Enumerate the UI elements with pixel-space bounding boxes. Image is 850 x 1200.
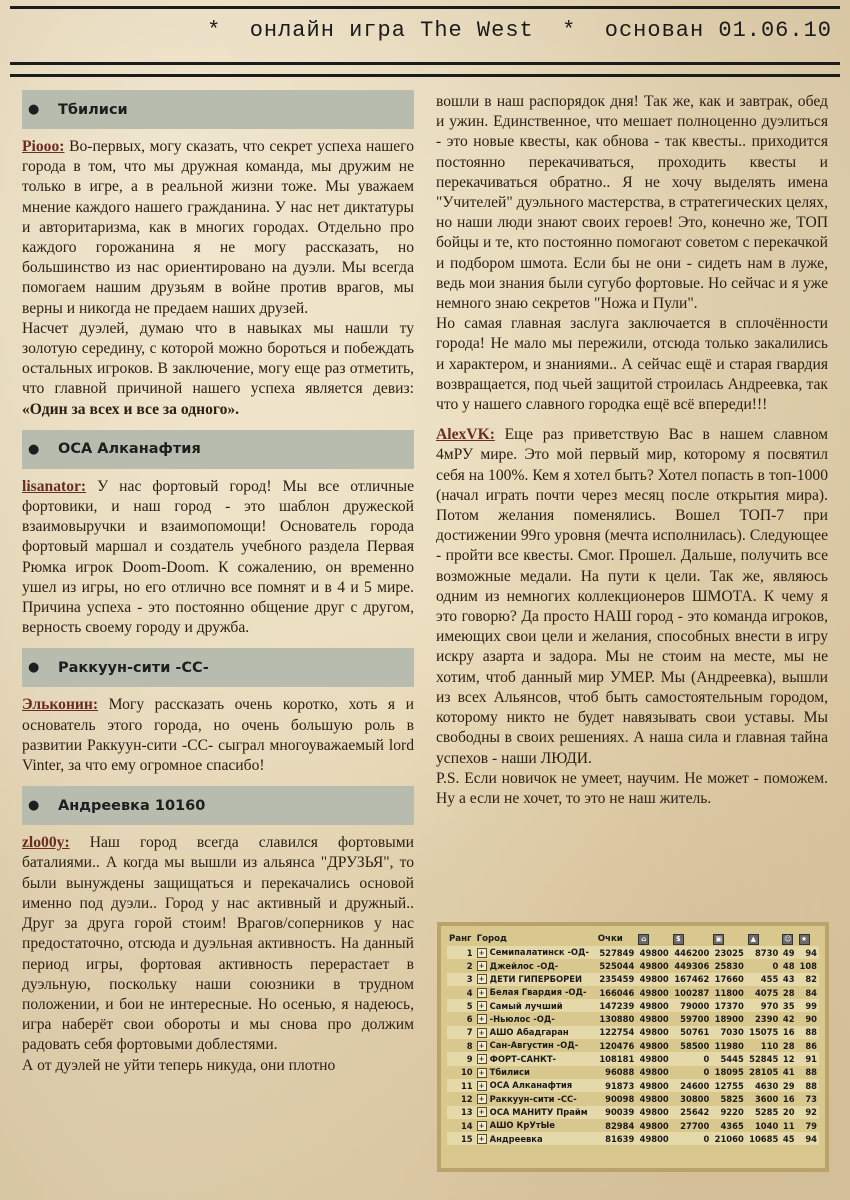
column-header-icon (780, 932, 796, 946)
table-cell: 0 (671, 1132, 712, 1145)
table-cell: 42 (782, 1014, 795, 1025)
members-icon: ☺ (784, 934, 792, 943)
table-cell: 147239 (596, 999, 637, 1012)
table-cell: 2 (466, 960, 473, 971)
table-cell (475, 946, 596, 959)
table-cell: 970 (746, 999, 780, 1012)
section-header (22, 430, 414, 469)
table-cell: 91873 (596, 1079, 637, 1092)
table-cell: 50761 (671, 1026, 712, 1039)
table-row (447, 1039, 819, 1052)
table-row (447, 973, 819, 986)
column-header-icon (797, 932, 819, 946)
paragraph-text: Могу рассказать очень коротко, хоть я и основатель этого города, но очень большую роль в развитии Раккуун-сити -СС- сыграл многоуважаемый lord Vinter, за что ему огромное спасибо! (22, 696, 414, 775)
column-header: Очки (597, 934, 623, 944)
table-cell: 49800 (636, 999, 670, 1012)
table-cell: 17370 (711, 999, 745, 1012)
section-title: Тбилиси (58, 101, 128, 118)
table-cell: 90039 (596, 1106, 637, 1119)
table-row (447, 1119, 819, 1132)
town-name[interactable]: ДЕТИ ГИПЕРБОРЕИ (489, 973, 583, 984)
table-cell (475, 1119, 596, 1132)
table-cell: 108181 (596, 1052, 637, 1065)
table-cell (475, 1052, 596, 1065)
expand-icon[interactable]: + (477, 1081, 487, 1091)
header-rule-mid (10, 62, 840, 65)
table-cell: 166046 (599, 987, 635, 998)
author-nick: zlo00y: (22, 834, 70, 852)
table-cell: 7030 (711, 1026, 745, 1039)
section-title: Андреевка 10160 (58, 797, 206, 814)
table-cell (475, 1012, 596, 1025)
author-nick: AlexVK: (436, 426, 495, 444)
town-name[interactable]: Джейлос -ОД- (489, 960, 559, 971)
paragraph-text: А от дуэлей не уйти теперь никуда, они плотно (22, 1056, 336, 1074)
expand-icon[interactable]: + (477, 948, 487, 958)
town-name[interactable]: АШО КрУтЫе (489, 1120, 555, 1131)
table-row (447, 1052, 819, 1065)
table-cell: 49800 (636, 973, 670, 986)
masthead: * онлайн игра The West * основан 01.06.10 (207, 18, 832, 43)
section-gap (22, 776, 414, 786)
table-cell: 94 (797, 1132, 819, 1145)
paragraph-text: P.S. Если новичок не умеет, научим. Не может - поможем. Ну а если не хочет, то это не наш житель. (436, 769, 828, 807)
table-cell: 12 (780, 1052, 796, 1065)
table-cell: 15075 (746, 1026, 780, 1039)
author-nick: Эльконин: (22, 696, 99, 714)
table-cell: 10685 (746, 1132, 780, 1145)
table-cell: 449306 (674, 960, 710, 971)
table-row (447, 986, 819, 999)
section-header (22, 648, 414, 687)
table-cell: 28 (782, 987, 795, 998)
column-header-icon (711, 932, 745, 946)
expand-icon[interactable]: + (477, 988, 487, 998)
table-cell: 59700 (680, 1014, 710, 1025)
column-header: Ранг (449, 934, 472, 944)
article-paragraph (22, 319, 414, 420)
author-nick: lisanator: (22, 477, 87, 495)
table-cell: 20 (780, 1106, 796, 1119)
table-cell: 15 (447, 1132, 475, 1145)
section-gap (436, 415, 828, 425)
table-cell: 49800 (639, 1093, 669, 1104)
table-cell: 8730 (746, 946, 780, 959)
table-cell: 12755 (711, 1079, 745, 1092)
table-row (447, 1026, 819, 1039)
ranking-table-body (447, 946, 819, 1145)
table-cell: 7 (447, 1026, 475, 1039)
expand-icon[interactable]: + (477, 1014, 487, 1024)
table-cell: 81639 (596, 1132, 637, 1145)
town-name[interactable]: Андреевка (489, 1133, 543, 1144)
table-cell: 5285 (746, 1106, 780, 1119)
table-cell: 0 (703, 1067, 710, 1078)
expand-icon[interactable]: + (477, 1041, 487, 1051)
table-cell: 235459 (596, 973, 637, 986)
expand-icon[interactable]: + (477, 1068, 487, 1078)
table-cell: 3600 (754, 1093, 779, 1104)
table-cell: 0 (772, 960, 779, 971)
table-cell: 79 (805, 1120, 817, 1131)
table-cell: 0 (671, 1052, 712, 1065)
table-cell: 16 (782, 1093, 795, 1104)
expand-icon[interactable]: + (477, 1121, 487, 1131)
article-paragraph (436, 92, 828, 314)
expand-icon[interactable]: + (477, 1001, 487, 1011)
ranking-table-frame (437, 922, 829, 1172)
table-cell: 49 (780, 946, 796, 959)
table-cell (475, 999, 596, 1012)
table-cell: 79000 (671, 999, 712, 1012)
table-cell: 49800 (639, 1120, 669, 1131)
table-cell: 48 (782, 960, 795, 971)
table-row (447, 946, 819, 959)
table-cell: 86 (805, 1040, 817, 1051)
table-cell: 11 (447, 1079, 475, 1092)
table-cell: 58500 (680, 1040, 710, 1051)
table-cell: 94 (797, 946, 819, 959)
bullet-icon: ● (28, 102, 40, 117)
table-cell: 2390 (754, 1014, 779, 1025)
table-cell: 167462 (671, 973, 712, 986)
paragraph-text: вошли в наш распорядок дня! Так же, как и завтрак, обед и ужин. Единственное, что мешает полноценно дуэлиться - это новые квесты, как обнова - так квесты.. приходится постоянно перекачиваться, проходить квесты и перекачиваться обратно.. Я не хочу выделять имена "Учителей" дуэльного мастерства, в стратегических целях, но наши люди знают своих героев! Это, конечно же, ТОП бойцы и те, кто постоянно помогают советом с перекачкой и подбором шмота. Если бы не они - сидеть нам в луже, ведь мои знания были сугубо фортовые. Но сейчас и я уже немного знаю секретов "Ножа и Пули". (436, 93, 828, 313)
table-cell: 18900 (714, 1014, 744, 1025)
table-cell: 14 (460, 1120, 473, 1131)
table-cell: 90098 (605, 1093, 635, 1104)
section-gap (22, 420, 414, 430)
table-cell: 52845 (746, 1052, 780, 1065)
table-cell: 11 (782, 1120, 795, 1131)
table-cell: 35 (780, 999, 796, 1012)
table-cell (475, 959, 596, 972)
article-paragraph (436, 769, 828, 809)
paragraph-text: Наш город всегда славился фортовыми баталиями.. А когда мы вышли из альянса "ДРУЗЬЯ", то были вынуждены защищаться и перекачались основой именно под дуэли.. Город у нас активный и дружный.. Друг за друга горой стоим! Врагов/соперников у нас предостаточно, отсюда и дуэльная активность. На данный период игры, фортовая активность перерастает в дуэльную, поскольку наши союзники в трудном положении, и бои не интересные. Но осенью, я надеюсь, игра наберёт свои обороты и мы снова про должим радовать себя фортовыми доблестями. (22, 834, 414, 1054)
table-cell: 11980 (714, 1040, 744, 1051)
table-cell: 3 (447, 973, 475, 986)
article-paragraph (436, 425, 828, 768)
table-cell: 4 (466, 987, 473, 998)
town-icon: ▣ (713, 934, 724, 945)
section-header (22, 786, 414, 825)
table-cell: 25830 (714, 960, 744, 971)
table-cell: 49800 (636, 1052, 670, 1065)
expand-icon[interactable]: + (477, 1094, 487, 1104)
table-cell: 122754 (596, 1026, 637, 1039)
table-row (447, 999, 819, 1012)
table-cell (475, 973, 596, 986)
money-icon: $ (673, 934, 684, 945)
table-cell: 5 (447, 999, 475, 1012)
town-name[interactable]: Тбилиси (489, 1067, 530, 1078)
table-row (447, 1092, 819, 1105)
table-cell: 527849 (596, 946, 637, 959)
table-cell: 525044 (599, 960, 635, 971)
town-name[interactable]: ОСА Алканафтия (489, 1080, 573, 1091)
table-cell: 82984 (605, 1120, 635, 1131)
table-row (447, 1066, 819, 1079)
table-cell: 88 (797, 1026, 819, 1039)
table-cell: 92 (797, 1106, 819, 1119)
table-cell: 49800 (636, 1079, 670, 1092)
table-cell: 120476 (599, 1040, 635, 1051)
building-icon: ⌂ (638, 934, 649, 945)
article-paragraph (22, 1056, 414, 1076)
town-name[interactable]: -Ньюлос -ОД- (489, 1013, 555, 1024)
table-cell: 29 (780, 1079, 796, 1092)
table-cell: 9 (447, 1052, 475, 1065)
table-cell: 108 (799, 960, 817, 971)
table-cell: 16 (780, 1026, 796, 1039)
town-name[interactable]: Раккуун-сити -СС- (489, 1093, 577, 1104)
author-nick: Piooo: (22, 138, 65, 155)
level-icon: ★ (799, 934, 810, 945)
table-cell: 28 (782, 1040, 795, 1051)
town-name[interactable]: Сан-Августин -ОД- (489, 1040, 579, 1051)
section-title: ОСА Алканафтия (58, 441, 201, 458)
table-cell: 88 (797, 1079, 819, 1092)
table-cell (475, 1092, 596, 1105)
bullet-icon: ● (28, 798, 40, 814)
table-cell: 49800 (639, 987, 669, 998)
table-row (447, 1012, 819, 1025)
left-column (22, 90, 414, 1076)
table-cell: 49800 (639, 1067, 669, 1078)
header-rule-top (10, 6, 840, 9)
table-cell: 18095 (714, 1067, 744, 1078)
town-name[interactable]: Семипалатинск -ОД- (489, 947, 589, 958)
table-cell: 84 (805, 987, 817, 998)
ranking-table-panel (441, 926, 825, 1168)
table-cell: 4075 (754, 987, 779, 998)
table-cell: 4365 (720, 1120, 744, 1131)
table-cell: 446200 (671, 946, 712, 959)
table-cell: 99 (797, 999, 819, 1012)
article-paragraph (22, 833, 414, 1055)
table-cell: 11800 (714, 987, 744, 998)
town-name[interactable]: ОСА МАНИТУ Прайм (489, 1106, 588, 1117)
table-cell: 43 (780, 973, 796, 986)
section-header (22, 90, 414, 129)
table-cell: 455 (746, 973, 780, 986)
table-cell: 12 (460, 1093, 473, 1104)
table-cell: 10 (460, 1067, 473, 1078)
header-rule-bottom (10, 74, 840, 77)
table-cell (475, 1026, 596, 1039)
table-cell: 49800 (636, 946, 670, 959)
table-cell: 1 (447, 946, 475, 959)
table-cell: 49800 (636, 1132, 670, 1145)
column-header: Город (476, 934, 507, 944)
column-header-icon (671, 932, 712, 946)
expand-icon[interactable]: + (477, 1028, 487, 1038)
table-cell: 9220 (711, 1106, 745, 1119)
table-row (447, 1079, 819, 1092)
town-name[interactable]: ФОРТ-САНКТ- (489, 1053, 557, 1064)
table-cell: 88 (805, 1067, 817, 1078)
table-cell: 5825 (720, 1093, 744, 1104)
table-cell (475, 1039, 596, 1052)
table-cell: 73 (805, 1093, 817, 1104)
section-gap (22, 638, 414, 648)
article-paragraph (436, 314, 828, 415)
table-cell: 28105 (749, 1067, 779, 1078)
table-cell: 5445 (711, 1052, 745, 1065)
right-column (436, 92, 828, 809)
table-cell (475, 1066, 596, 1079)
table-cell: 91 (797, 1052, 819, 1065)
table-cell: 49800 (636, 1026, 670, 1039)
paragraph-text: У нас фортовый город! Мы все отличные фортовики, и наш город - это шаблон дружеской взаимовыручки и взаимопомощи! Основатель города фортовый маршал и создатель учебного раздела Первая Рюмка игрок Doom-Doom. К сожалению, он временно ушел из игры, но его отлично все помнят и в 4 и 5 мире. Причина успеха - это постоянно общение друг с другом, верность своему городу и дружба. (22, 477, 414, 637)
table-cell: 90 (805, 1014, 817, 1025)
table-cell: 24600 (671, 1079, 712, 1092)
table-cell: 30800 (680, 1093, 710, 1104)
table-cell (475, 986, 596, 999)
table-row (447, 959, 819, 972)
paragraph-text: Во-первых, могу сказать, что секрет успеха нашего города в том, что мы дружная команда, мы дружим не только в игре, а в реальной жизни тоже. Мы уважаем мнение каждого нашего гражданина. У нас нет диктатуры и авторитаризма, как в многих городах. Отдельно про каждого горожанина я не могу рассказать, но большинство из нас ориентировано на дуэли. Мы всегда помогаем нашим друзьям в войне против врагов, мы верны и никогда не предаем наших друзей. (22, 138, 414, 317)
table-cell: 49800 (636, 1106, 670, 1119)
table-cell: 82 (797, 973, 819, 986)
expand-icon[interactable]: + (477, 1054, 487, 1064)
section-title: Раккуун-сити -СС- (58, 659, 209, 676)
table-cell: 1040 (754, 1120, 779, 1131)
table-cell: 49800 (639, 1040, 669, 1051)
expand-icon[interactable]: + (477, 961, 487, 971)
table-row (447, 1132, 819, 1145)
table-cell: 96088 (605, 1067, 635, 1078)
table-cell: 8 (466, 1040, 473, 1051)
table-cell: 25642 (671, 1106, 712, 1119)
table-cell: 100287 (674, 987, 710, 998)
article-paragraph (22, 477, 414, 639)
table-cell (475, 1079, 596, 1092)
table-cell: 49800 (639, 960, 669, 971)
paragraph-text: Насчет дуэлей, думаю что в навыках мы нашли ту золотую середину, с которой можно бороться и побеждать остальных игроков. В заключение, могу еще раз отметить, что главной причиной нашего успеха является девиз: (22, 319, 414, 398)
table-cell: 17660 (711, 973, 745, 986)
town-name[interactable]: Самый лучший (489, 1000, 563, 1011)
table-cell: 13 (447, 1106, 475, 1119)
table-cell: 130880 (599, 1014, 635, 1025)
fort-icon: ▲ (748, 934, 759, 945)
table-cell: 110 (760, 1040, 779, 1051)
expand-icon[interactable]: + (477, 1107, 487, 1117)
town-name[interactable]: АШО Абадгаран (489, 1027, 569, 1038)
table-cell: 45 (780, 1132, 796, 1145)
bullet-icon: ● (28, 660, 40, 676)
table-cell: 6 (466, 1014, 473, 1025)
motto-text: «Один за всех и все за одного». (22, 400, 240, 418)
table-cell: 49800 (639, 1014, 669, 1025)
table-cell: 21060 (711, 1132, 745, 1145)
column-header-icon (746, 932, 780, 946)
table-cell (475, 1132, 596, 1145)
bullet-icon: ● (28, 441, 40, 457)
paragraph-text: Еще раз приветствую Вас в нашем славном 4мРУ мире. Это мой первый мир, которому я посвятил себя на 100%. Кем я хотел быть? Хотел попасть в топ-1000 (начал играть почти через месяц после открытия мира). Потом желания поменялись. Вошел ТОП-7 при достижении 99го уровня (мечта исполнилась). Следующее - пройти все квесты. Смог. Прошел. Дальше, получить все возможные медали. На пути к цели. Так же, являюсь одним из немногих коллекционеров ШМОТА. К чему я это говорю? Да просто НАШ город - это команда игроков, имеющих свои цели и желания, способных внести в игру искру азарта и задора. Мы не стоим на месте, мы не хотим, чтоб данный мир УМЕР. Мы (Андреевка), вышли из всех Альянсов, чтоб быть самостоятельным городом, которому никто не будет навязывать свои уставы. Мы свободны в своих решениях. А наша сила и главная тайна успехов - наши ЛЮДИ. (436, 426, 828, 767)
expand-icon[interactable]: + (477, 1134, 487, 1144)
article-paragraph (22, 695, 414, 776)
town-name[interactable]: Белая Гвардия -ОД- (489, 987, 587, 998)
article-paragraph (22, 137, 414, 319)
paragraph-text: Но самая главная заслуга заключается в сплочённости города! Не мало мы пережили, отсюда только закалились и характером, и знаниями.. А сейчас ещё и старая гвардия возвращается, под чьей защитой строилась Андреевка, так что у нашего славного городка ещё всё впереди!!! (436, 315, 828, 414)
table-cell: 27700 (680, 1120, 710, 1131)
expand-icon[interactable]: + (477, 974, 487, 984)
table-row (447, 1106, 819, 1119)
column-header-icon (636, 932, 670, 946)
ranking-table (447, 932, 819, 1145)
table-cell: 23025 (711, 946, 745, 959)
ranking-table-header (447, 932, 819, 946)
table-cell: 41 (782, 1067, 795, 1078)
table-cell: 4630 (746, 1079, 780, 1092)
table-cell (475, 1106, 596, 1119)
